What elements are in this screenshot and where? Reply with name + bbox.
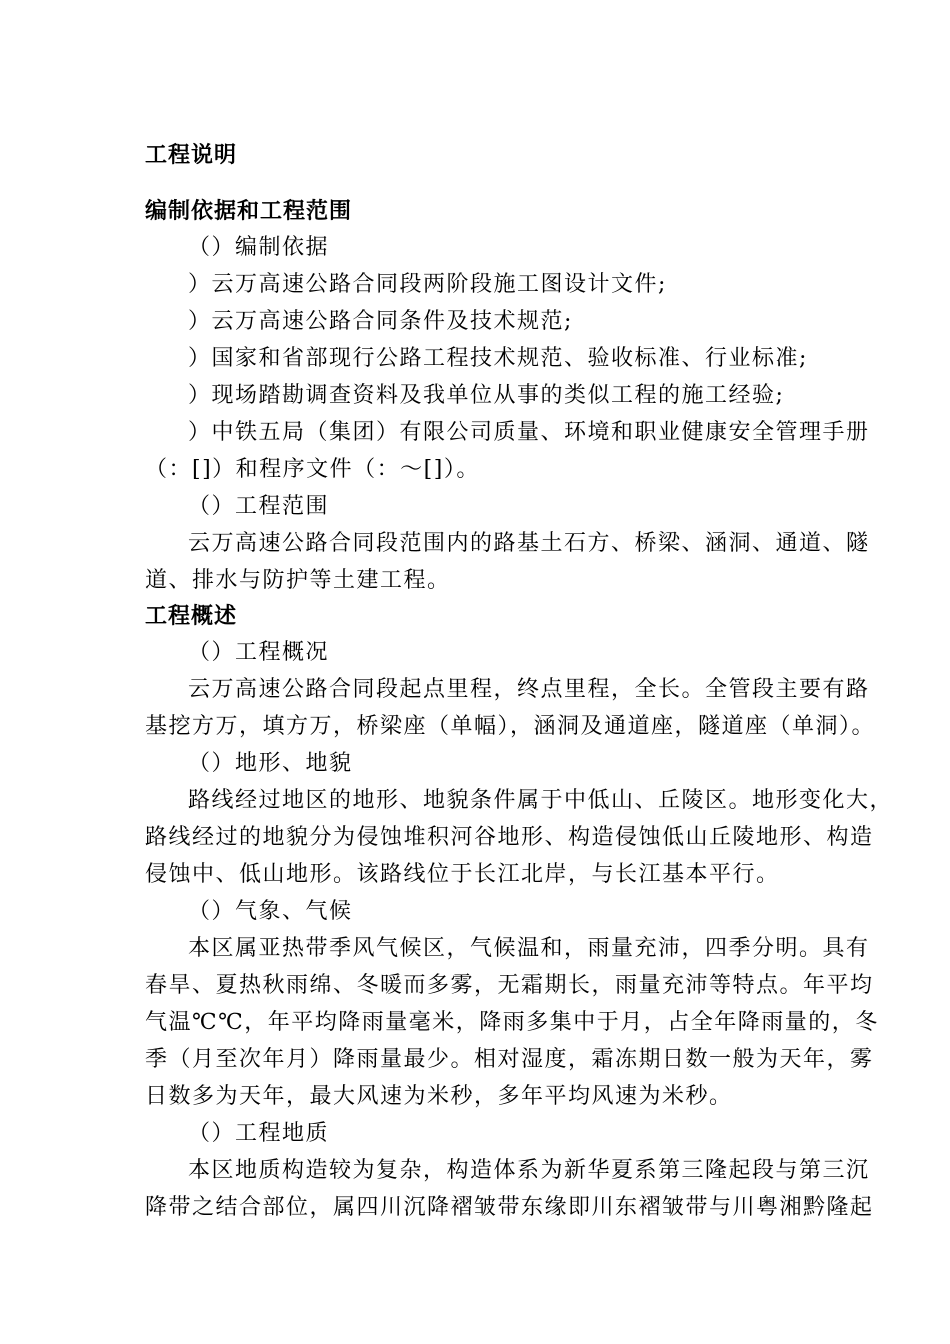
subheading-geology: （）工程地质 (188, 1121, 330, 1146)
basis-item: ）现场踏勘调查资料及我单位从事的类似工程的施工经验; (188, 383, 785, 408)
climate-text-line: 本区属亚热带季风气候区，气候温和，雨量充沛，四季分明。具有 (188, 936, 870, 961)
basis-item: ）云万高速公路合同条件及技术规范; (188, 309, 573, 334)
geology-text-line: 降带之结合部位，属四川沉降褶皱带东缘即川东褶皱带与川粤湘黔隆起 (145, 1195, 874, 1220)
climate-text-line: 季（月至次年月）降雨量最少。相对湿度，霜冻期日数一般为天年，雾 (145, 1047, 874, 1072)
scope-text-line: 道、排水与防护等土建工程。 (145, 568, 451, 593)
subheading-climate: （）气象、气候 (188, 899, 353, 924)
terrain-text-line: 侵蚀中、低山地形。该路线位于长江北岸，与长江基本平行。 (145, 862, 780, 887)
climate-text-line: 日数多为天年，最大风速为米秒，多年平均风速为米秒。 (145, 1084, 733, 1109)
subheading-terrain: （）地形、地貌 (188, 751, 353, 776)
scope-text-line: 云万高速公路合同段范围内的路基土石方、桥梁、涵洞、通道、隧 (188, 531, 870, 556)
overview-text-line: 基挖方万，填方万，桥梁座（单幅），涵洞及通道座，隧道座（单洞）。 (145, 714, 876, 739)
section-heading-basis-scope: 编制依据和工程范围 (145, 199, 353, 224)
subheading-overview: （）工程概况 (188, 640, 330, 665)
subheading-basis: （）编制依据 (188, 235, 330, 260)
climate-text-line: 春旱、夏热秋雨绵、冬暖而多雾，无霜期长，雨量充沛等特点。年平均 (145, 973, 874, 998)
section-heading-overview: 工程概述 (145, 604, 238, 629)
page-title: 工程说明 (145, 143, 238, 168)
overview-text-line: 云万高速公路合同段起点里程，终点里程，全长。全管段主要有路 (188, 677, 870, 702)
climate-text-line: 气温℃℃，年平均降雨量毫米，降雨多集中于月，占全年降雨量的，冬 (145, 1010, 879, 1035)
geology-text-line: 本区地质构造较为复杂，构造体系为新华夏系第三隆起段与第三沉 (188, 1158, 870, 1183)
basis-item: ）云万高速公路合同段两阶段施工图设计文件; (188, 272, 667, 297)
terrain-text-line: 路线经过地区的地形、地貌条件属于中低山、丘陵区。地形变化大， (188, 788, 894, 813)
basis-item: ）国家和省部现行公路工程技术规范、验收标准、行业标准; (188, 346, 808, 371)
basis-item: ）中铁五局（集团）有限公司质量、环境和职业健康安全管理手册 (188, 420, 870, 445)
basis-item-continuation: （：[]）和程序文件（：～[]）。 (145, 457, 480, 482)
terrain-text-line: 路线经过的地貌分为侵蚀堆积河谷地形、构造侵蚀低山丘陵地形、构造 (145, 825, 874, 850)
subheading-scope: （）工程范围 (188, 494, 330, 519)
